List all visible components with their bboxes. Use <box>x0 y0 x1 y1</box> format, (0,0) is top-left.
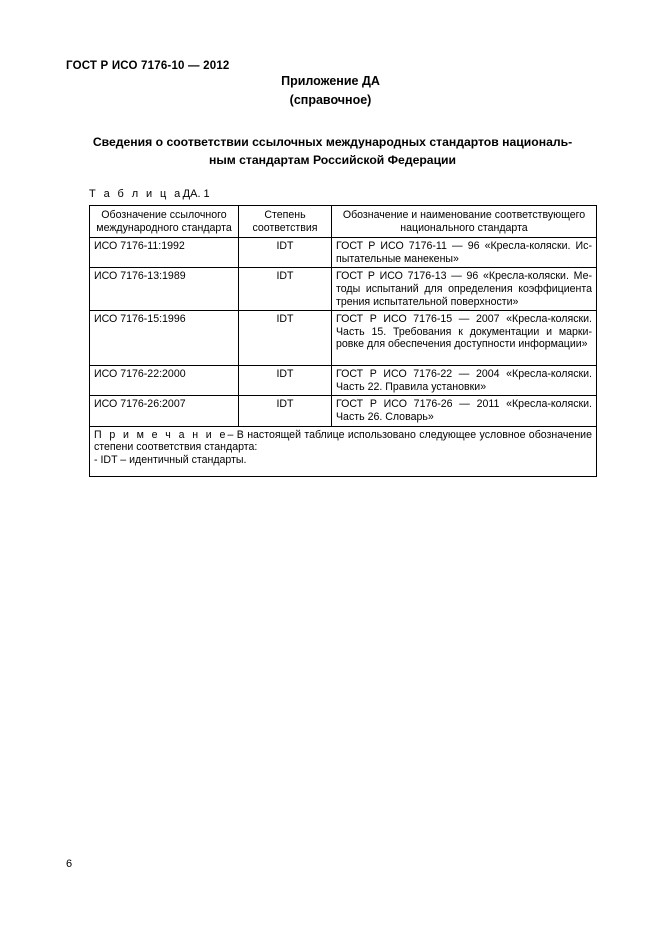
page-number: 6 <box>66 858 73 870</box>
table-row <box>90 396 597 426</box>
cell-degree: IDT <box>239 238 332 268</box>
annex-title-block <box>0 72 661 110</box>
annex-title: Приложение ДА <box>281 74 380 88</box>
column-header-degree: Степень соответствия <box>239 206 332 238</box>
table-row <box>90 311 597 366</box>
running-header: ГОСТ Р ИСО 7176-10 — 2012 <box>66 60 230 72</box>
cell-national: ГОСТ Р ИСО 7176-13 — 96 «Кресла-коляски. Методы испытаний для определения коэффициента трения испытательной поверхности» <box>332 268 597 311</box>
table-note <box>90 426 597 476</box>
page-title <box>80 133 585 169</box>
table-note-row <box>90 426 597 476</box>
cell-reference: ИСО 7176-26:2007 <box>90 396 239 426</box>
cell-reference: ИСО 7176-22:2000 <box>90 366 239 396</box>
table-caption-label: Т а б л и ц а <box>89 188 183 200</box>
page-title-line-2: ным стандартам Российской Федерации <box>208 153 457 167</box>
cell-national: ГОСТ Р ИСО 7176-22 — 2004 «Кресла-коляски. Часть 22. Правила установки» <box>332 366 597 396</box>
table-row <box>90 268 597 311</box>
table-row <box>90 366 597 396</box>
table-note-body: – В настоящей таблице использовано следующее условное обозначение степени соответствия стандарта: <box>94 428 592 454</box>
correspondence-table <box>89 205 597 477</box>
table-row <box>90 238 597 268</box>
annex-subtitle: (справочное) <box>289 93 372 107</box>
cell-degree: IDT <box>239 396 332 426</box>
page-title-line-1: Сведения о соответствии ссылочных международных стандартов националь- <box>92 135 573 149</box>
cell-national: ГОСТ Р ИСО 7176-26 — 2011 «Кресла-коляски. Часть 26. Словарь» <box>332 396 597 426</box>
column-header-national: Обозначение и наименование соответствующего национального стандарта <box>332 206 597 238</box>
cell-reference: ИСО 7176-13:1989 <box>90 268 239 311</box>
table-caption-number: ДА. 1 <box>182 188 210 200</box>
table-note-item: - IDT – идентичный стандарты. <box>94 453 247 466</box>
cell-degree: IDT <box>239 268 332 311</box>
cell-reference: ИСО 7176-15:1996 <box>90 311 239 366</box>
cell-reference: ИСО 7176-11:1992 <box>90 238 239 268</box>
table-head <box>90 206 597 238</box>
column-header-reference: Обозначение ссылочного международного стандарта <box>90 206 239 238</box>
cell-degree: IDT <box>239 311 332 366</box>
cell-degree: IDT <box>239 366 332 396</box>
cell-national: ГОСТ Р ИСО 7176-15 — 2007 «Кресла-коляски. Часть 15. Требования к документации и маркировке для обеспечения доступности информации» <box>332 311 597 366</box>
table-header-row <box>90 206 597 238</box>
table-note-label: П р и м е ч а н и е <box>94 428 228 441</box>
table-caption <box>89 188 210 200</box>
cell-national: ГОСТ Р ИСО 7176-11 — 96 «Кресла-коляски. Испытательные манекены» <box>332 238 597 268</box>
table-body <box>90 238 597 476</box>
